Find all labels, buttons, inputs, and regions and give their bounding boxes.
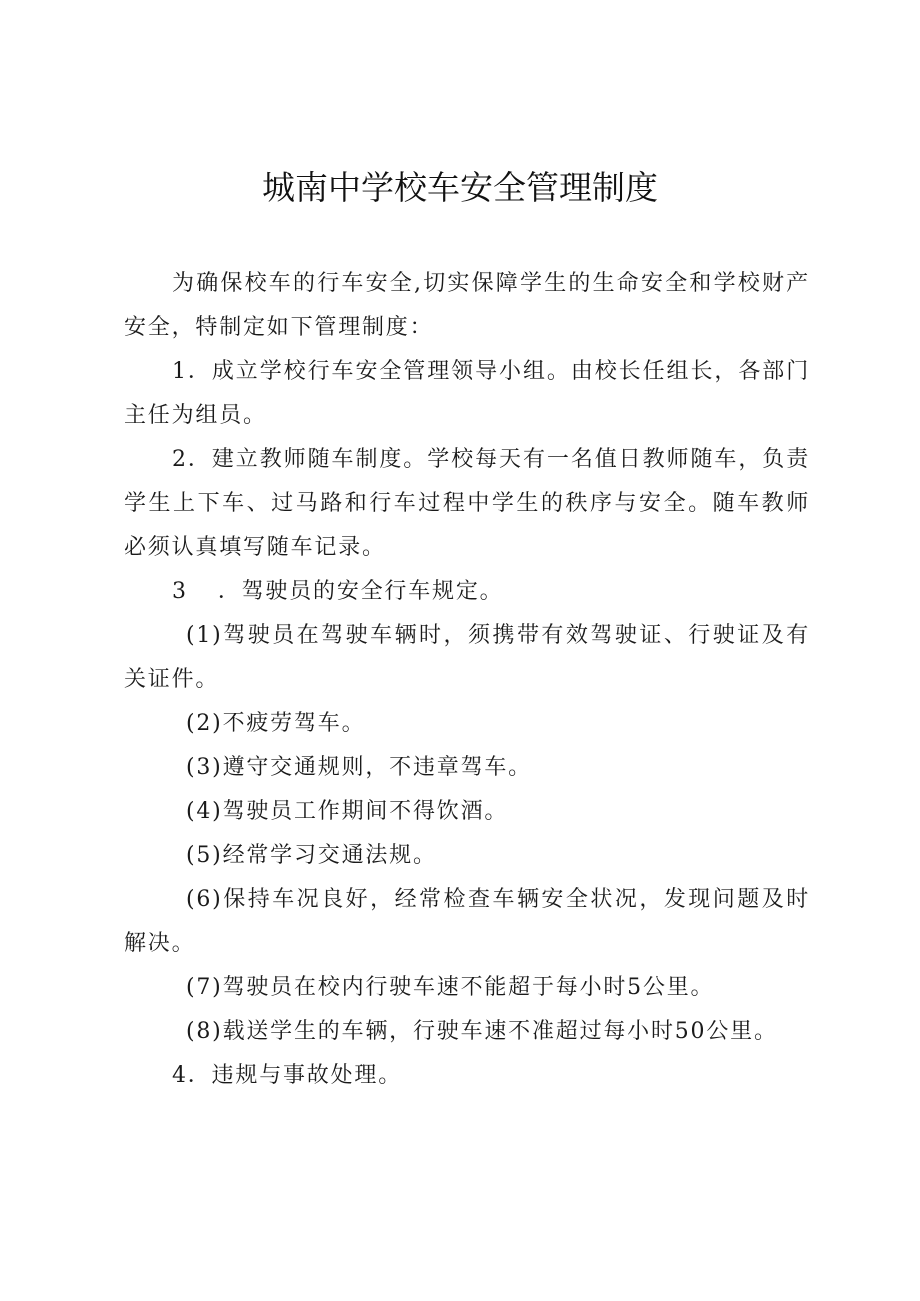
- paragraph-item-3: [124, 570, 810, 614]
- paragraph-sub-6: (6)保持车况良好，经常检查车辆安全状况，发现问题及时解决。: [124, 887, 810, 956]
- paragraph-sub-8: (8)载送学生的车辆，行驶车速不准超过每小时50公里。: [186, 1019, 778, 1044]
- paragraph-item-4: 4．违规与事故处理。: [172, 1063, 402, 1088]
- paragraph-intro: 为确保校车的行车安全,切实保障学生的生命安全和学校财产安全，特制定如下管理制度：: [124, 271, 810, 340]
- item-3-number: 3: [172, 579, 188, 604]
- document-title: 城南中学校车安全管理制度: [262, 168, 658, 207]
- paragraph-sub-7: (7)驾驶员在校内行驶车速不能超于每小时5公里。: [186, 975, 715, 1000]
- document-body: [124, 262, 810, 1098]
- paragraph-sub-4: (4)驾驶员工作期间不得饮酒。: [186, 799, 509, 824]
- paragraph-sub-5: (5)经常学习交通法规。: [186, 843, 437, 868]
- paragraph-item-2: 2．建立教师随车制度。学校每天有一名值日教师随车，负责学生上下车、过马路和行车过程中学生的秩序与安全。随车教师必须认真填写随车记录。: [124, 447, 810, 560]
- paragraph-sub-2: (2)不疲劳驾车。: [186, 711, 366, 736]
- paragraph-sub-3: (3)遵守交通规则，不违章驾车。: [186, 755, 532, 780]
- item-3-text: ．驾驶员的安全行车规定。: [217, 579, 504, 604]
- paragraph-item-1: 1．成立学校行车安全管理领导小组。由校长任组长，各部门主任为组员。: [124, 359, 810, 428]
- paragraph-sub-1: (1)驾驶员在驾驶车辆时，须携带有效驾驶证、行驶证及有关证件。: [124, 623, 810, 692]
